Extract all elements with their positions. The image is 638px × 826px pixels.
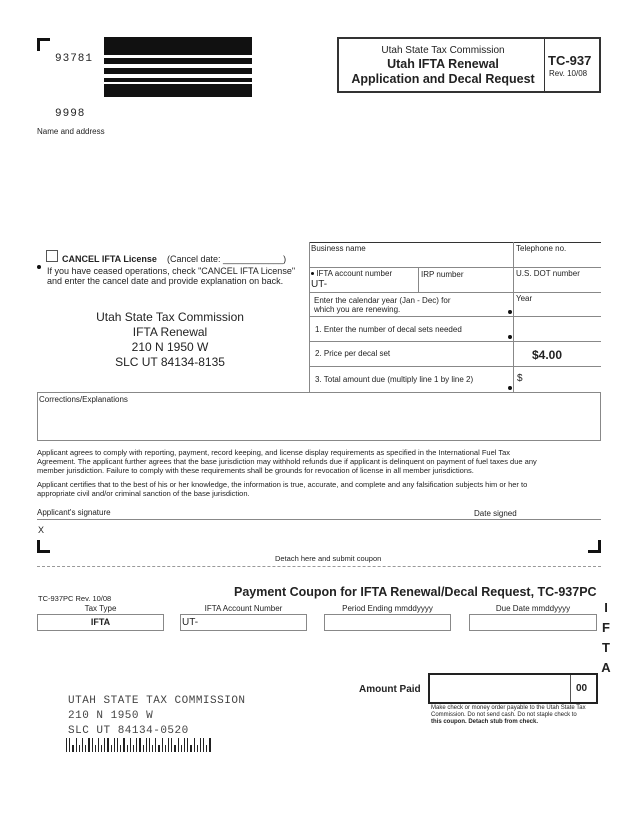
postnet-bar bbox=[165, 745, 166, 752]
ifta-account-label: IFTA account number bbox=[316, 269, 393, 278]
postnet-bar bbox=[190, 745, 191, 752]
calendar-year-text-2: which you are renewing. bbox=[314, 305, 401, 314]
postnet-barcode bbox=[66, 738, 211, 752]
postnet-bar bbox=[206, 745, 207, 752]
ifta-side-letters: I F T A bbox=[601, 600, 611, 675]
signature-field[interactable] bbox=[48, 520, 458, 538]
postnet-bar bbox=[117, 738, 118, 752]
amount-paid-box[interactable] bbox=[428, 673, 598, 704]
registration-mark-bottom-right bbox=[588, 540, 601, 553]
postnet-bar bbox=[146, 738, 147, 752]
return-address-line-1: UTAH STATE TAX COMMISSION bbox=[68, 695, 246, 707]
line1-label: 1. Enter the number of decal sets needed bbox=[315, 325, 462, 334]
postnet-bar bbox=[107, 738, 108, 752]
return-address-line-2: 210 N 1950 W bbox=[68, 710, 154, 722]
postnet-bar bbox=[194, 738, 195, 752]
required-bullet bbox=[311, 272, 314, 275]
corrections-box[interactable] bbox=[37, 392, 601, 441]
corrections-label: Corrections/Explanations bbox=[39, 395, 128, 404]
calendar-year-text-1: Enter the calendar year (Jan - Dec) for bbox=[314, 296, 451, 305]
postnet-bar bbox=[152, 745, 153, 752]
registration-mark-top-left bbox=[37, 38, 50, 51]
postnet-bar bbox=[66, 738, 67, 752]
line3-label: 3. Total amount due (multiply line 1 by line 2) bbox=[315, 375, 474, 384]
line2-label: 2. Price per decal set bbox=[315, 349, 391, 358]
postnet-bar bbox=[174, 745, 175, 752]
due-date-box[interactable] bbox=[469, 614, 597, 631]
irp-number-field[interactable]: IRP number bbox=[421, 270, 464, 279]
postnet-bar bbox=[143, 745, 144, 752]
postnet-bar bbox=[123, 738, 124, 752]
total-dollar-sign: $ bbox=[517, 373, 523, 384]
return-address-line-3: SLC UT 84134-0520 bbox=[68, 725, 189, 737]
postnet-bar bbox=[168, 738, 169, 752]
tax-type-label: Tax Type bbox=[84, 604, 117, 613]
postnet-bar bbox=[149, 738, 150, 752]
postnet-bar bbox=[85, 745, 86, 752]
perforation-line bbox=[37, 566, 601, 567]
postnet-bar bbox=[158, 745, 159, 752]
tax-type-box bbox=[37, 614, 164, 631]
postnet-bar bbox=[184, 738, 185, 752]
postnet-bar bbox=[69, 738, 70, 752]
postnet-bar bbox=[120, 745, 121, 752]
postnet-bar bbox=[178, 738, 179, 752]
year-bullet bbox=[508, 301, 512, 319]
postnet-bar bbox=[111, 745, 112, 752]
postnet-bar bbox=[171, 738, 172, 752]
total-amount-input[interactable] bbox=[526, 367, 601, 391]
payment-note: Make check or money order payable to the Utah State Tax Commission. Do not send cash. Do not staple check to this coupon. Detach stub from check. bbox=[431, 705, 586, 725]
mail-line-3: 210 N 1950 W bbox=[131, 340, 209, 354]
postnet-bar bbox=[181, 745, 182, 752]
date-signed-field[interactable] bbox=[474, 520, 600, 538]
coupon-form-id: TC-937PC Rev. 10/08 bbox=[38, 594, 112, 603]
postnet-bar bbox=[130, 738, 131, 752]
agency-name: Utah State Tax Commission bbox=[381, 45, 505, 56]
postnet-bar bbox=[82, 738, 83, 752]
postnet-bar bbox=[76, 738, 77, 752]
postnet-bar bbox=[101, 745, 102, 752]
cancel-date-field[interactable]: (Cancel date: ____________) bbox=[167, 254, 287, 264]
postnet-bar bbox=[114, 738, 115, 752]
postnet-bar bbox=[187, 738, 188, 752]
period-ending-box[interactable] bbox=[324, 614, 451, 631]
title-box bbox=[337, 37, 601, 93]
postnet-bar bbox=[203, 738, 204, 752]
postnet-bar bbox=[133, 745, 134, 752]
dot-number-field[interactable]: U.S. DOT number bbox=[516, 269, 580, 278]
line1-bullet bbox=[508, 326, 512, 344]
postnet-bar bbox=[95, 745, 96, 752]
signature-x-mark: X bbox=[38, 525, 45, 535]
cancel-instructions-1: If you have ceased operations, check "CANCEL IFTA License" bbox=[47, 266, 296, 276]
postnet-bar bbox=[72, 745, 73, 752]
detach-instruction: Detach here and submit coupon bbox=[275, 554, 382, 563]
code-number: 9998 bbox=[55, 108, 86, 120]
control-number: 93781 bbox=[55, 53, 94, 65]
postnet-bar bbox=[98, 738, 99, 752]
form-number: TC-937 bbox=[548, 53, 592, 68]
postnet-bar bbox=[139, 738, 140, 752]
form-title-line2: Application and Decal Request bbox=[351, 72, 535, 86]
tax-type-value: IFTA bbox=[90, 617, 111, 627]
postnet-bar bbox=[197, 745, 198, 752]
account-number-box[interactable] bbox=[180, 614, 307, 631]
period-ending-label: Period Ending mmddyyyy bbox=[342, 604, 433, 613]
cancel-checkbox[interactable] bbox=[46, 250, 58, 262]
postnet-bar bbox=[92, 738, 93, 752]
mail-line-1: Utah State Tax Commission bbox=[96, 310, 244, 324]
price-per-decal: $4.00 bbox=[532, 348, 563, 362]
ifta-account-field[interactable] bbox=[311, 269, 392, 278]
decal-sets-input[interactable] bbox=[514, 317, 601, 341]
certification-paragraph: Applicant certifies that to the best of his or her knowledge, the information is true, accurate, and complete and any falsification subjects him or her to appropriate civil and/or criminal sanction of the base jurisdiction. bbox=[37, 480, 528, 498]
form-title-line1: Utah IFTA Renewal bbox=[387, 57, 499, 71]
mail-line-2: IFTA Renewal bbox=[132, 325, 208, 339]
form-revision: Rev. 10/08 bbox=[549, 69, 588, 78]
account-number-label: IFTA Account Number bbox=[204, 604, 283, 613]
postnet-bar bbox=[104, 738, 105, 752]
cancel-bullet bbox=[37, 256, 41, 274]
return-address bbox=[68, 694, 246, 739]
ifta-account-prefix: UT- bbox=[311, 279, 328, 290]
mail-to-address bbox=[60, 310, 280, 370]
account-number-prefix: UT- bbox=[182, 617, 199, 628]
due-date-label: Due Date mmddyyyy bbox=[495, 604, 571, 613]
business-name-field[interactable]: Business name bbox=[311, 244, 366, 253]
postnet-bar bbox=[79, 745, 80, 752]
cancel-license-label: CANCEL IFTA License bbox=[62, 254, 157, 264]
name-address-label: Name and address bbox=[37, 127, 105, 136]
date-signed-label: Date signed bbox=[474, 509, 517, 518]
telephone-field[interactable]: Telephone no. bbox=[516, 244, 567, 253]
coupon-title: Payment Coupon for IFTA Renewal/Decal Request, TC-937PC bbox=[234, 585, 597, 599]
postnet-bar bbox=[127, 745, 128, 752]
agreement-paragraph: Applicant agrees to comply with reporting, payment, record keeping, and license display requirements as specified in the International Fuel Tax Agreement. The applicant further agrees that the base jurisdiction may withhold refunds due if applicant is delinquent on payment of fuel taxes due any member jurisdiction. Failure to comply with these requirements shall be grounds for revocation of license in all member jurisdictions. bbox=[37, 448, 537, 475]
amount-paid-label: Amount Paid bbox=[359, 684, 421, 695]
mail-line-4: SLC UT 84134-8135 bbox=[115, 355, 225, 369]
signature-label: Applicant's signature bbox=[37, 508, 111, 517]
postnet-bar bbox=[162, 738, 163, 752]
amount-cents: 00 bbox=[576, 683, 588, 694]
year-field[interactable]: Year bbox=[516, 294, 533, 303]
postnet-bar bbox=[209, 738, 210, 752]
postnet-bar bbox=[136, 738, 137, 752]
registration-mark-bottom-left bbox=[37, 540, 50, 553]
postnet-bar bbox=[200, 738, 201, 752]
postnet-bar bbox=[155, 738, 156, 752]
cancel-instructions-2: and enter the cancel date and provide explanation on back. bbox=[47, 276, 284, 286]
postnet-bar bbox=[88, 738, 89, 752]
